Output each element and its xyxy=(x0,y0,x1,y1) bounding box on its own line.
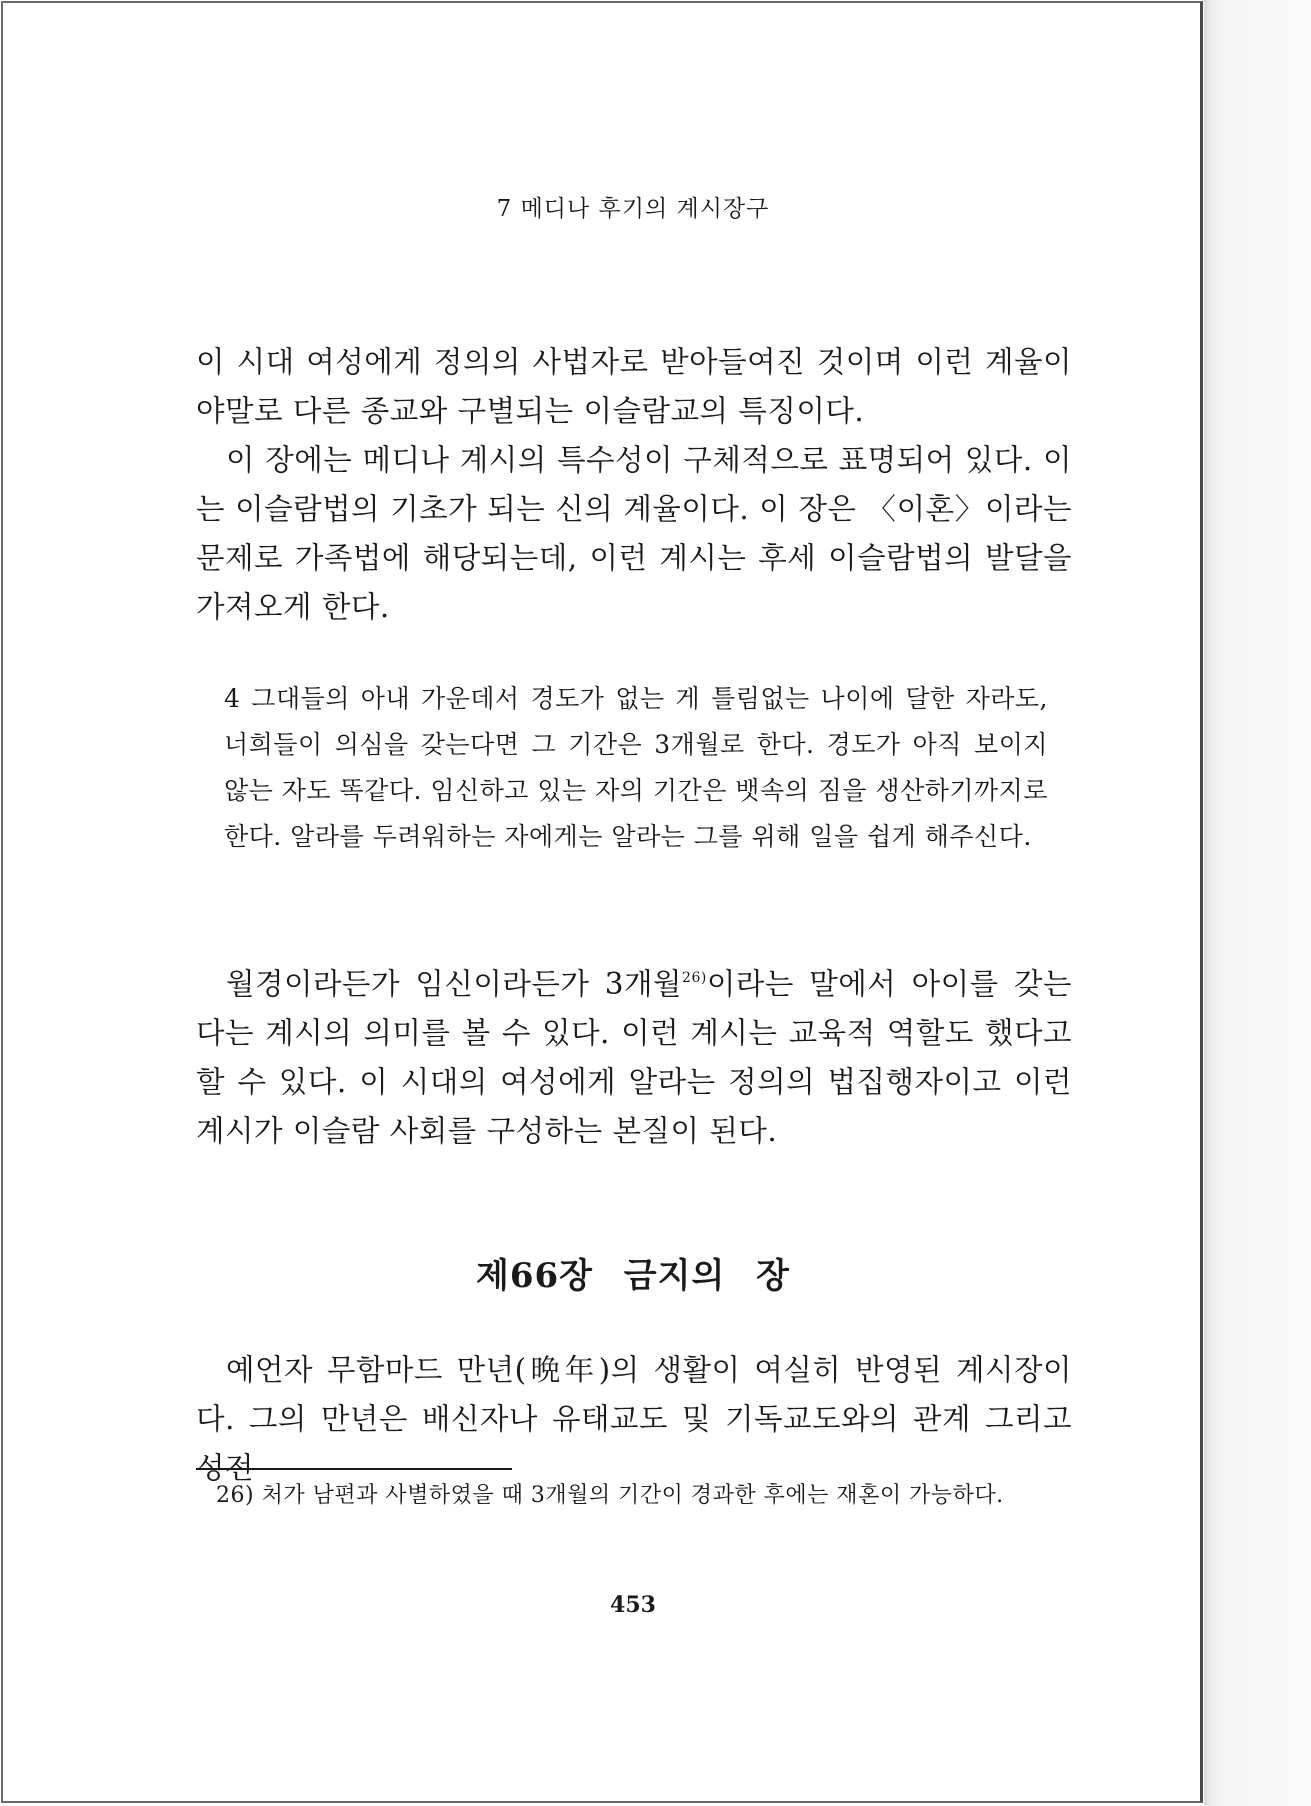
footnote-reference: 26) xyxy=(682,970,707,986)
paragraph-1: 이 시대 여성에게 정의의 사법자로 받아들여진 것이며 이런 계율이야말로 다른 종교와 구별되는 이슬람교의 특징이다. xyxy=(196,345,1072,428)
page-edge-shadow xyxy=(1204,0,1311,1806)
footnote-text: 26) 처가 남편과 사별하였을 때 3개월의 기간이 경과한 후에는 재혼이 가능하다. xyxy=(216,1483,1004,1508)
body-text-middle xyxy=(196,960,1072,1156)
paragraph-2: 이 장에는 메디나 계시의 특수성이 구체적으로 표명되어 있다. 이는 이슬람법의 기초가 되는 신의 계율이다. 이 장은 〈이혼〉이라는 문제로 가족법에 해당되는데, 이런 계시는 후세 이슬람법의 발달을 가져오게 한다. xyxy=(196,443,1072,624)
page-number: 453 xyxy=(610,1592,656,1618)
verse-quote: 4 그대들의 아내 가운데서 경도가 없는 게 틀림없는 나이에 달한 자라도, 너희들이 의심을 갖는다면 그 기간은 3개월로 한다. 경도가 아직 보이지 않는 자도 똑같다. 임신하고 있는 자의 기간은 뱃속의 짐을 생산하기까지로 한다. 알라를 두려워하는 자에게는 알라는 그를 위해 일을 쉽게 해주신다. xyxy=(224,684,1048,851)
paragraph-4: 예언자 무함마드 만년(晩年)의 생활이 여실히 반영된 계시장이다. 그의 만년은 배신자나 유태교도 및 기독교도와의 관계 그리고 성전 xyxy=(196,1353,1072,1485)
footnote xyxy=(216,1478,1072,1514)
book-page xyxy=(1,1,1203,1803)
body-text-top xyxy=(196,338,1072,632)
paragraph-3-part-2: 이라는 말에서 아이를 갖는다는 계시의 의미를 볼 수 있다. 이런 계시는 교육적 역할도 했다고 할 수 있다. 이 시대의 여성에게 알라는 정의의 법집행자이고 이런 계시가 이슬람 사회를 구성하는 본질이 된다. xyxy=(196,967,1073,1148)
paragraph-3 xyxy=(196,960,1072,1156)
paragraph-3-part-1: 월경이라든가 임신이라든가 3개월 xyxy=(226,967,683,1001)
chapter-heading: 제66장 금지의 장 xyxy=(475,1256,791,1296)
footnote-divider xyxy=(196,1468,512,1470)
body-text-bottom xyxy=(196,1346,1072,1493)
running-head: 7 메디나 후기의 계시장구 xyxy=(496,196,770,222)
